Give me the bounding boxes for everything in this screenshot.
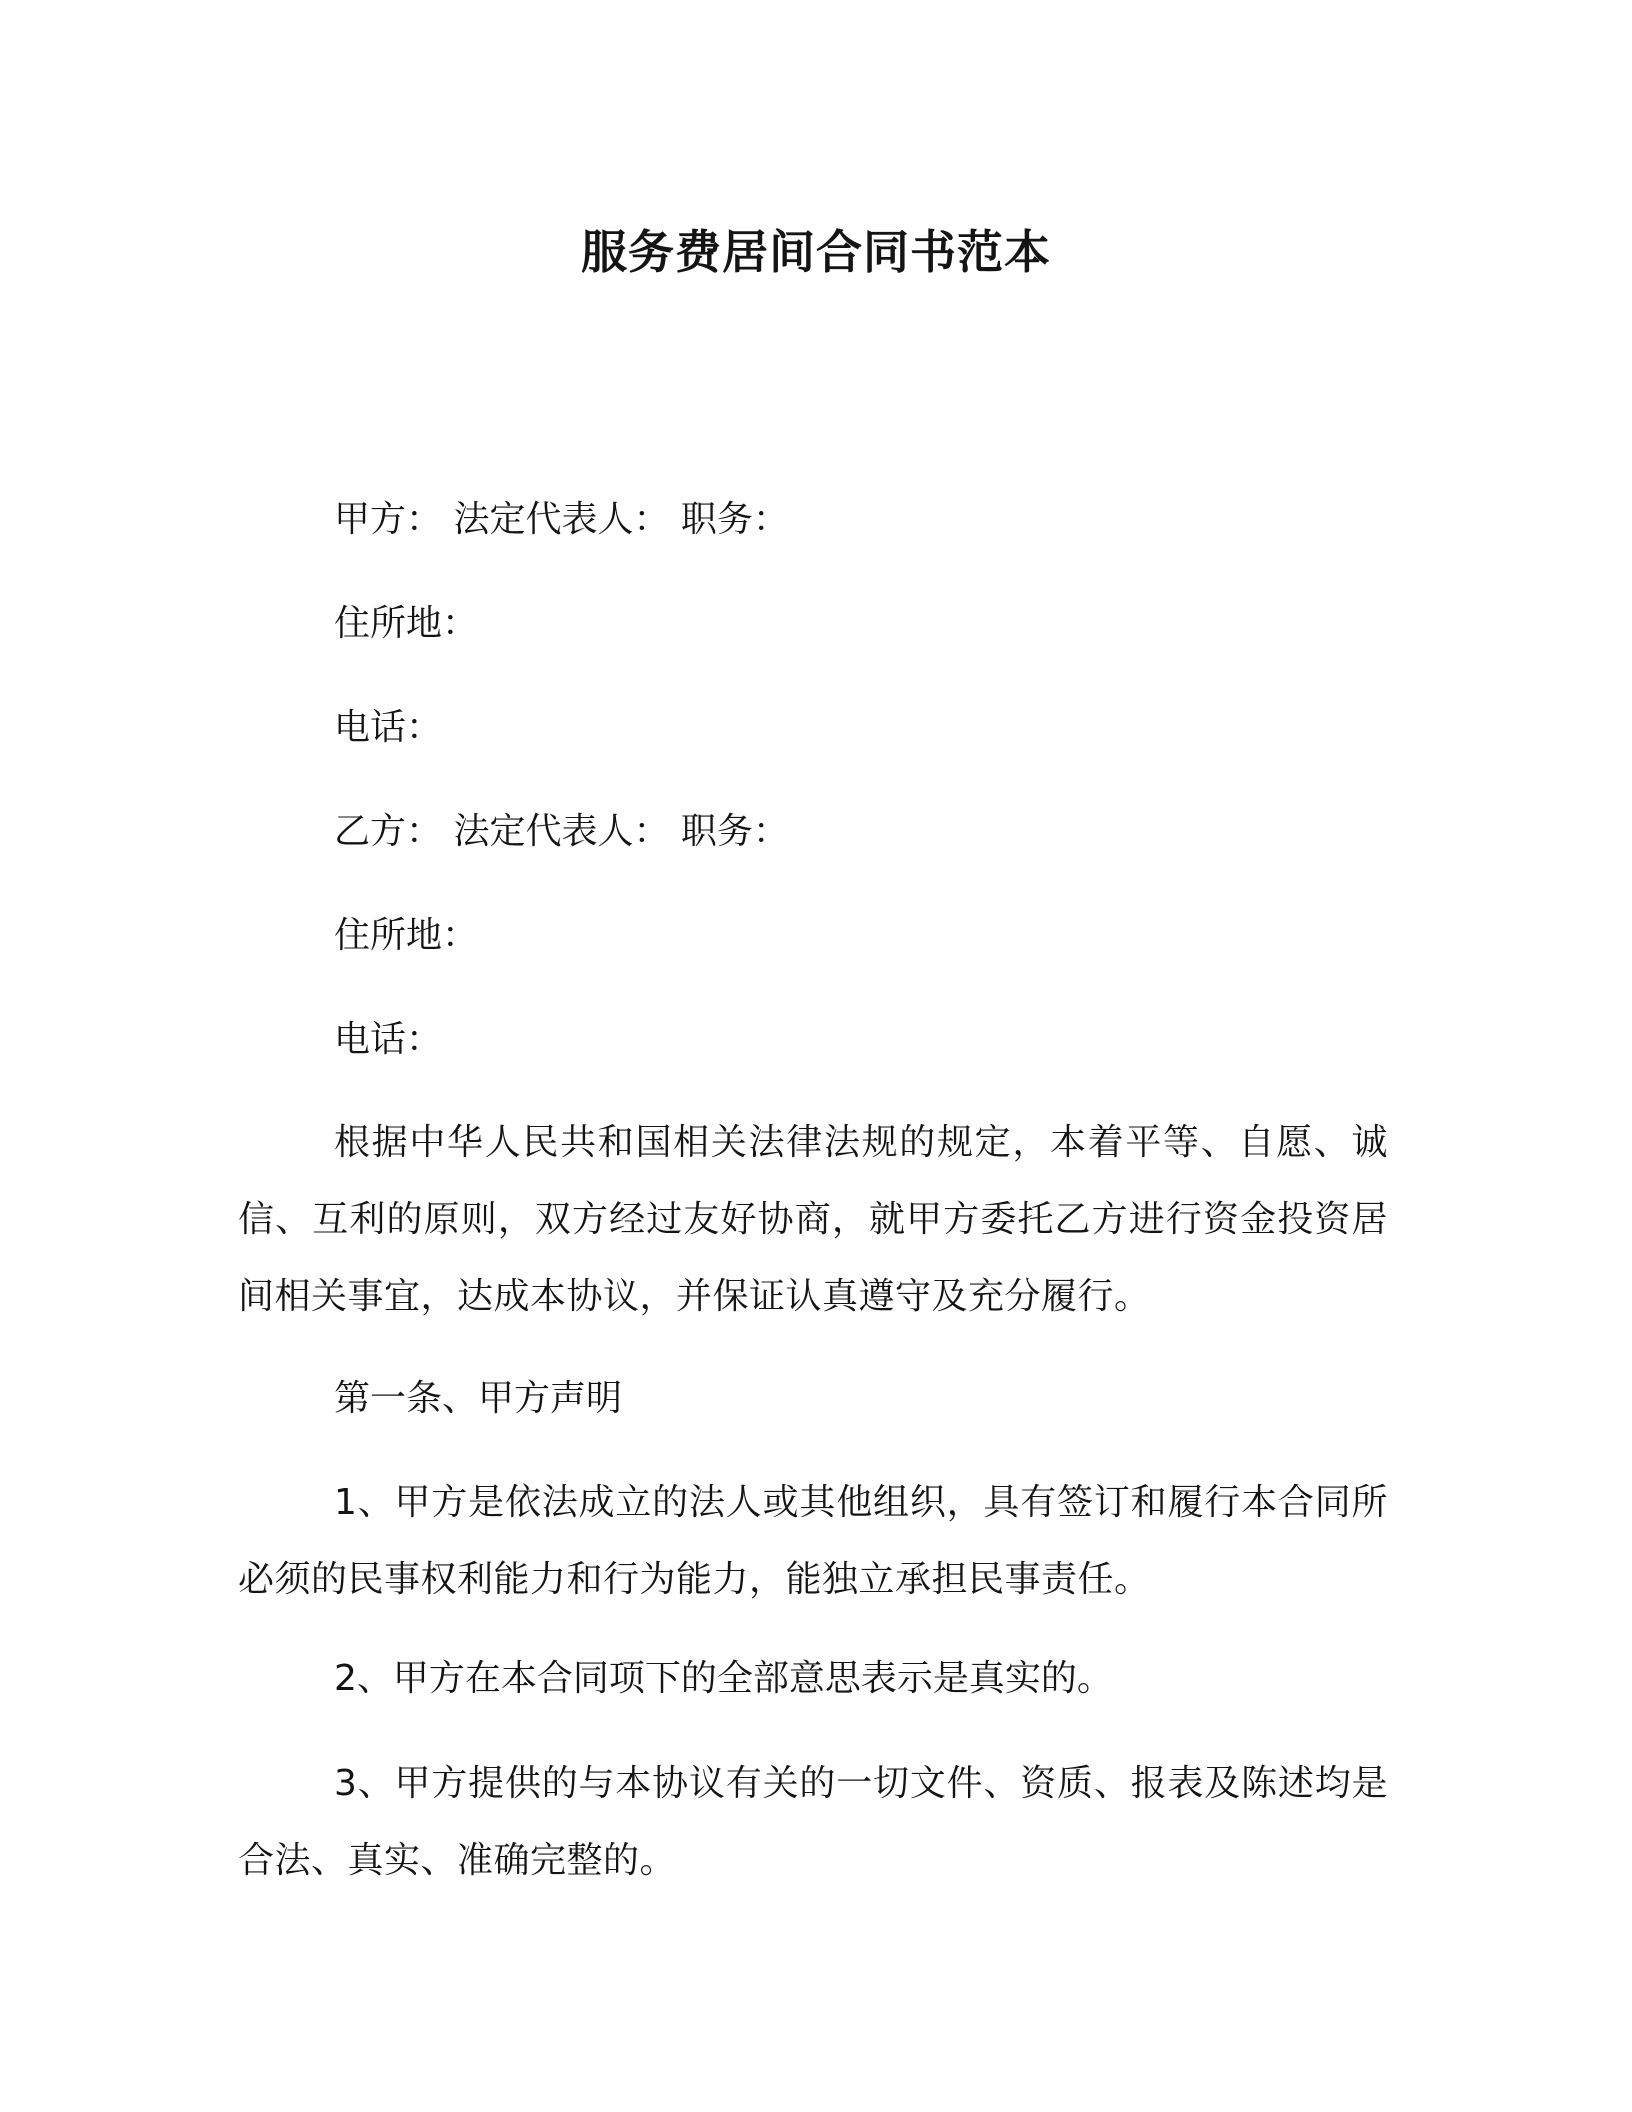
article-1-item-1: 1、甲方是依法成立的法人或其他组织，具有签订和履行本合同所必须的民事权利能力和行为能力，能独立承担民事责任。 xyxy=(238,1482,1388,1600)
article-1-item-2: 2、甲方在本合同项下的全部意思表示是真实的。 xyxy=(334,1658,1113,1699)
preamble-paragraph: 根据中华人民共和国相关法律法规的规定，本着平等、自愿、诚信、互利的原则，双方经过友好协商，就甲方委托乙方进行资金投资居间相关事宜，达成本协议，并保证认真遵守及充分履行。 xyxy=(238,1122,1388,1317)
party-b-header: 乙方： 法定代表人： 职务： xyxy=(334,811,789,852)
party-a-header: 甲方： 法定代表人： 职务： xyxy=(334,499,789,540)
article-1-item-3: 3、甲方提供的与本协议有关的一切文件、资质、报表及陈述均是合法、真实、准确完整的。 xyxy=(238,1763,1388,1881)
party-a-address: 住所地： xyxy=(334,603,479,644)
party-b-phone: 电话： xyxy=(334,1019,443,1060)
party-a-phone: 电话： xyxy=(334,707,443,748)
party-b-address: 住所地： xyxy=(334,915,479,956)
article-1-heading: 第一条、甲方声明 xyxy=(334,1378,623,1419)
document-title: 服务费居间合同书范本 xyxy=(581,225,1051,279)
